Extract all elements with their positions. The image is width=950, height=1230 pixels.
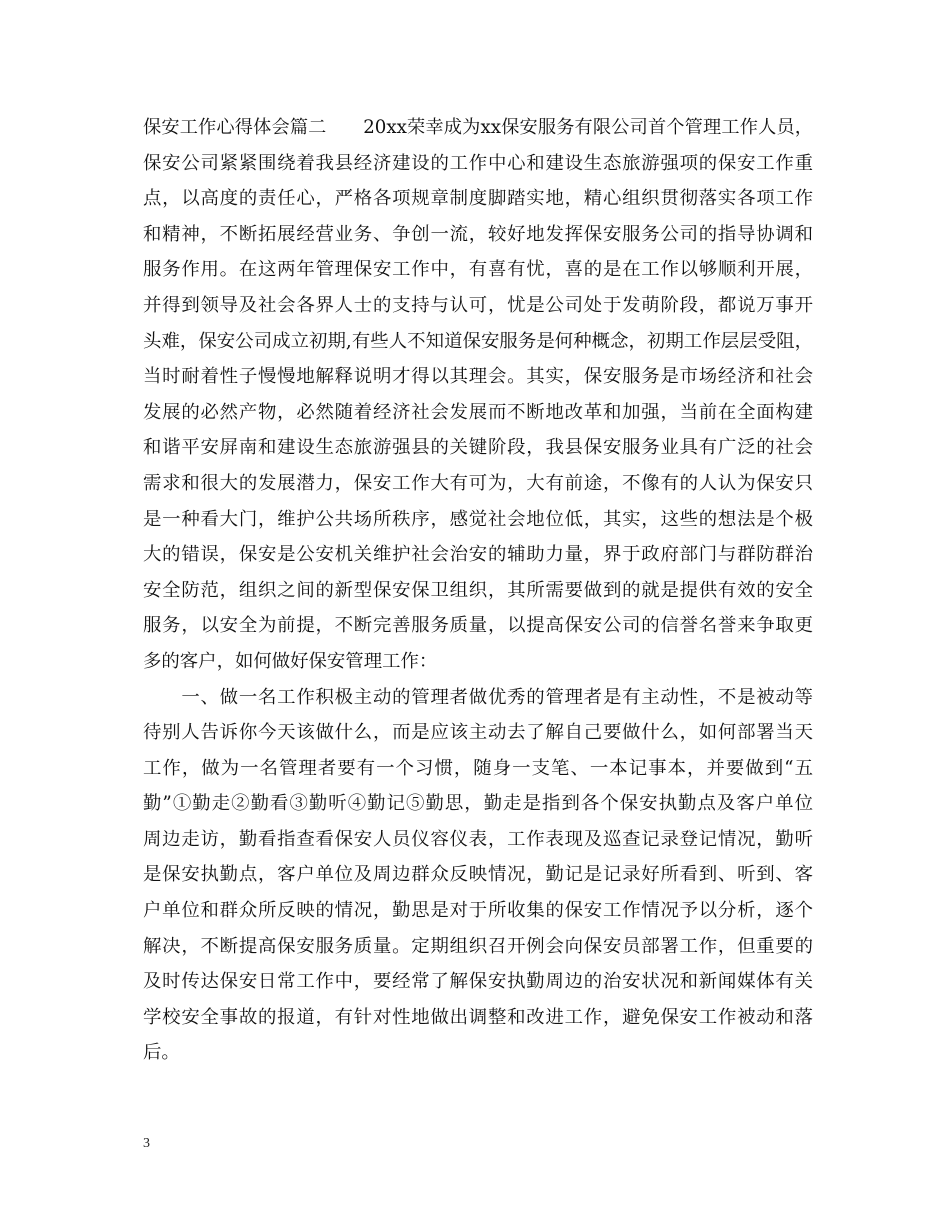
body-text [143, 110, 813, 1071]
text-line: 勤”①勤走②勤看③勤听④勤记⑤勤思，勤走是指到各个保安执勤点及客户单位 [143, 793, 813, 815]
page-number: 3 [143, 1136, 150, 1151]
text-line: 安全防范，组织之间的新型保安保卫组织，其所需要做到的就是提供有效的安全 [143, 579, 813, 601]
text-line: 周边走访，勤看指查看保安人员仪容仪表，工作表现及巡查记录登记情况，勤听 [143, 828, 813, 850]
text-line: 头难，保安公司成立初期,有些人不知道保安服务是何种概念，初期工作层层受阻， [143, 330, 813, 352]
text-line: 当时耐着性子慢慢地解释说明才得以其理会。其实，保安服务是市场经济和社会 [143, 366, 813, 388]
text-line: 和精神，不断拓展经营业务、争创一流，较好地发挥保安服务公司的指导协调和 [143, 223, 813, 245]
text-line: 发展的必然产物，必然随着经济社会发展而不断地改革和加强，当前在全面构建 [143, 401, 813, 423]
text-line: 保安工作心得体会篇二 20xx荣幸成为xx保安服务有限公司首个管理工作人员， [143, 117, 813, 138]
text-line: 服务作用。在这两年管理保安工作中，有喜有忧，喜的是在工作以够顺利开展， [143, 259, 813, 281]
text-line: 及时传达保安日常工作中，要经常了解保安执勤周边的治安状况和新闻媒体有关 [143, 971, 813, 993]
text-line: 待别人告诉你今天该做什么，而是应该主动去了解自己要做什么，如何部署当天 [143, 722, 813, 744]
text-line: 一、做一名工作积极主动的管理者做优秀的管理者是有主动性，不是被动等 [143, 686, 813, 708]
text-line: 工作，做为一名管理者要有一个习惯，随身一支笔、一本记事本，并要做到“五 [143, 757, 813, 779]
text-line: 服务，以安全为前提，不断完善服务质量，以提高保安公司的信誉名誉来争取更 [143, 615, 813, 637]
text-line: 学校安全事故的报道，有针对性地做出调整和改进工作，避免保安工作被动和落 [143, 1006, 813, 1028]
text-line: 需求和很大的发展潜力，保安工作大有可为，大有前途，不像有的人认为保安只 [143, 472, 813, 494]
text-line: 是保安执勤点，客户单位及周边群众反映情况，勤记是记录好所看到、听到、客 [143, 864, 813, 886]
text-line: 多的客户，如何做好保安管理工作： [143, 650, 438, 672]
text-line: 并得到领导及社会各界人士的支持与认可，忧是公司处于发萌阶段，都说万事开 [143, 294, 813, 316]
text-line: 是一种看大门，维护公共场所秩序，感觉社会地位低，其实，这些的想法是个极 [143, 508, 813, 530]
text-line: 大的错误，保安是公安机关维护社会治安的辅助力量，界于政府部门与群防群治 [143, 544, 813, 566]
text-line: 和谐平安屏南和建设生态旅游强县的关键阶段，我县保安服务业具有广泛的社会 [143, 437, 813, 459]
text-line: 后。 [143, 1042, 180, 1064]
text-line: 解决，不断提高保安服务质量。定期组织召开例会向保安员部署工作，但重要的 [143, 935, 813, 957]
text-line: 点，以高度的责任心，严格各项规章制度脚踏实地，精心组织贯彻落实各项工作 [143, 188, 813, 210]
text-line: 保安公司紧紧围绕着我县经济建设的工作中心和建设生态旅游强项的保安工作重 [143, 152, 813, 174]
text-line: 户单位和群众所反映的情况，勤思是对于所收集的保安工作情况予以分析，逐个 [143, 900, 813, 922]
